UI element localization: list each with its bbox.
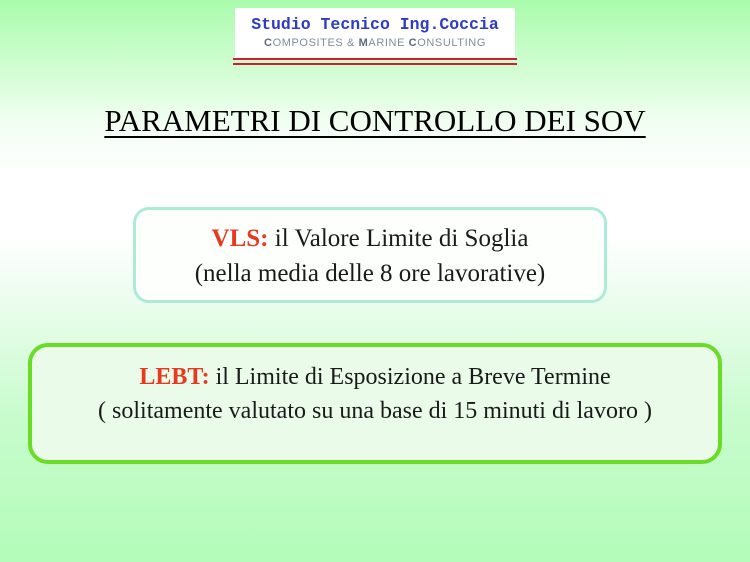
double-red-rule: [233, 58, 517, 65]
vls-line2: (nella media delle 8 ore lavorative): [194, 260, 546, 287]
lebt-definition-box: [28, 343, 722, 464]
lebt-label: LEBT:: [139, 364, 210, 390]
vls-line1-text: il Valore Limite di Soglia: [268, 225, 529, 252]
company-header-card: [235, 8, 515, 58]
lebt-line1: [32, 360, 718, 394]
tagline-part: ARINE: [368, 37, 409, 49]
lebt-line2: ( solitamente valutato su una base di 15 minuti di lavoro ): [98, 398, 652, 424]
company-name: Studio Tecnico Ing.Coccia: [251, 15, 499, 34]
page-title: [0, 103, 750, 139]
tagline-part: OMPOSITES &: [272, 37, 359, 49]
page-title-text: PARAMETRI DI CONTROLLO DEI SOV: [104, 103, 646, 138]
tagline-initial-m: M: [358, 37, 369, 49]
tagline-initial-c1: C: [264, 37, 273, 49]
lebt-line1-text: il Limite di Esposizione a Breve Termine: [209, 364, 611, 390]
vls-line1: [136, 221, 604, 256]
vls-definition-box: [133, 207, 607, 303]
tagline-initial-c2: C: [408, 37, 418, 49]
company-tagline: [235, 37, 515, 49]
tagline-part: ONSULTING: [417, 37, 486, 49]
vls-label: VLS:: [211, 225, 269, 252]
